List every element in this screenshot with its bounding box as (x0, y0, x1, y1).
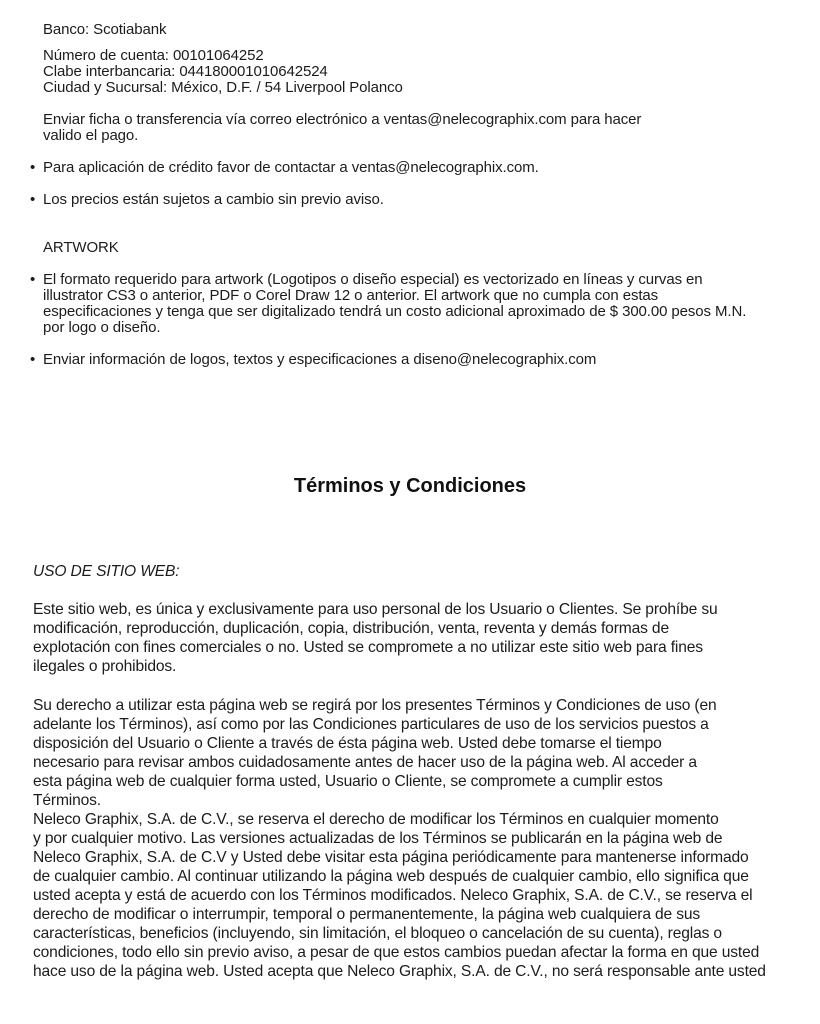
para2-line: y por cualquier motivo. Las versiones actualizadas de los Términos se publicarán en la página web de (33, 830, 723, 847)
bullet-dot: • (30, 159, 36, 176)
credit-bullet-text: Para aplicación de crédito favor de contactar a ventas@nelecographix.com. (43, 159, 539, 176)
prices-bullet-text: Los precios están sujetos a cambio sin previo aviso. (43, 191, 384, 208)
para2-line: de cualquier cambio. Al continuar utilizando la página web después de cualquier cambio, ello significa que (33, 868, 749, 885)
section-heading: USO DE SITIO WEB: (33, 563, 180, 580)
terms-title: Términos y Condiciones (293, 475, 527, 497)
para2-line: características, beneficios (incluyendo, sin limitación, el bloqueo o cancelación de su cuenta), reglas o (33, 925, 722, 942)
para2-line: Términos. (33, 792, 101, 809)
bullet-dot: • (30, 351, 36, 368)
bullet-dot: • (30, 191, 36, 208)
para2-line: necesario para revisar ambos cuidadosamente antes de hacer uso de la página web. Al acceder a (33, 754, 697, 771)
para2-line: adelante los Términos), así como por las Condiciones particulares de uso de los servicios puestos a (33, 716, 709, 733)
artwork-format-line-3: especificaciones y tenga que ser digitalizado tendrá un costo adicional aproximado de $ 300.00 pesos M.N. (43, 303, 747, 320)
para2-line: esta página web de cualquier forma usted, Usuario o Cliente, se compromete a cumplir estos (33, 773, 663, 790)
para2-line: Neleco Graphix, S.A. de C.V y Usted debe visitar esta página periódicamente para mantenerse informado (33, 849, 749, 866)
artwork-format-line-4: por logo o diseño. (43, 319, 161, 336)
bank-name-line: Banco: Scotiabank (43, 21, 167, 38)
city-branch-line: Ciudad y Sucursal: México, D.F. / 54 Liverpool Polanco (43, 79, 403, 96)
para1-line: explotación con fines comerciales o no. Usted se compromete a no utilizar este sitio web para fines (33, 639, 703, 656)
para1-line: modificación, reproducción, duplicación, copia, distribución, venta, reventa y demás formas de (33, 620, 669, 637)
bullet-dot: • (30, 271, 36, 288)
send-instructions-line-1: Enviar ficha o transferencia vía correo electrónico a ventas@nelecographix.com para hacer (43, 111, 642, 128)
artwork-send-text: Enviar información de logos, textos y especificaciones a diseno@nelecographix.com (43, 351, 597, 368)
para1-line: Este sitio web, es única y exclusivamente para uso personal de los Usuario o Clientes. Se prohíbe su (33, 601, 718, 618)
para2-line: condiciones, todo ello sin previo aviso, a pesar de que estos cambios puedan afectar la forma en que usted (33, 944, 760, 961)
para2-line: usted acepta y está de acuerdo con los Términos modificados. Neleco Graphix, S.A. de C.V., se reserva el (33, 887, 753, 904)
para2-line: derecho de modificar o interrumpir, temporal o permanentemente, la página web cualquiera de sus (33, 906, 701, 923)
artwork-format-line-2: illustrator CS3 o anterior, PDF o Corel Draw 12 o anterior. El artwork que no cumpla con estas (43, 287, 659, 304)
para2-line: disposición del Usuario o Cliente a través de ésta página web. Usted debe tomarse el tiempo (33, 735, 662, 752)
artwork-format-line-1: El formato requerido para artwork (Logotipos o diseño especial) es vectorizado en líneas y curvas en (43, 271, 703, 288)
account-number-line: Número de cuenta: 00101064252 (43, 47, 264, 64)
para2-line: Su derecho a utilizar esta página web se regirá por los presentes Términos y Condiciones de uso (en (33, 697, 717, 714)
para1-line: ilegales o prohibidos. (33, 658, 177, 675)
para2-line: hace uso de la página web. Usted acepta que Neleco Graphix, S.A. de C.V., no será responsable ante usted (33, 963, 766, 980)
para2-line: Neleco Graphix, S.A. de C.V., se reserva el derecho de modificar los Términos en cualquier momento (33, 811, 719, 828)
send-instructions-line-2: valido el pago. (43, 127, 139, 144)
artwork-heading: ARTWORK (43, 239, 119, 256)
clabe-line: Clabe interbancaria: 044180001010642524 (43, 63, 328, 80)
